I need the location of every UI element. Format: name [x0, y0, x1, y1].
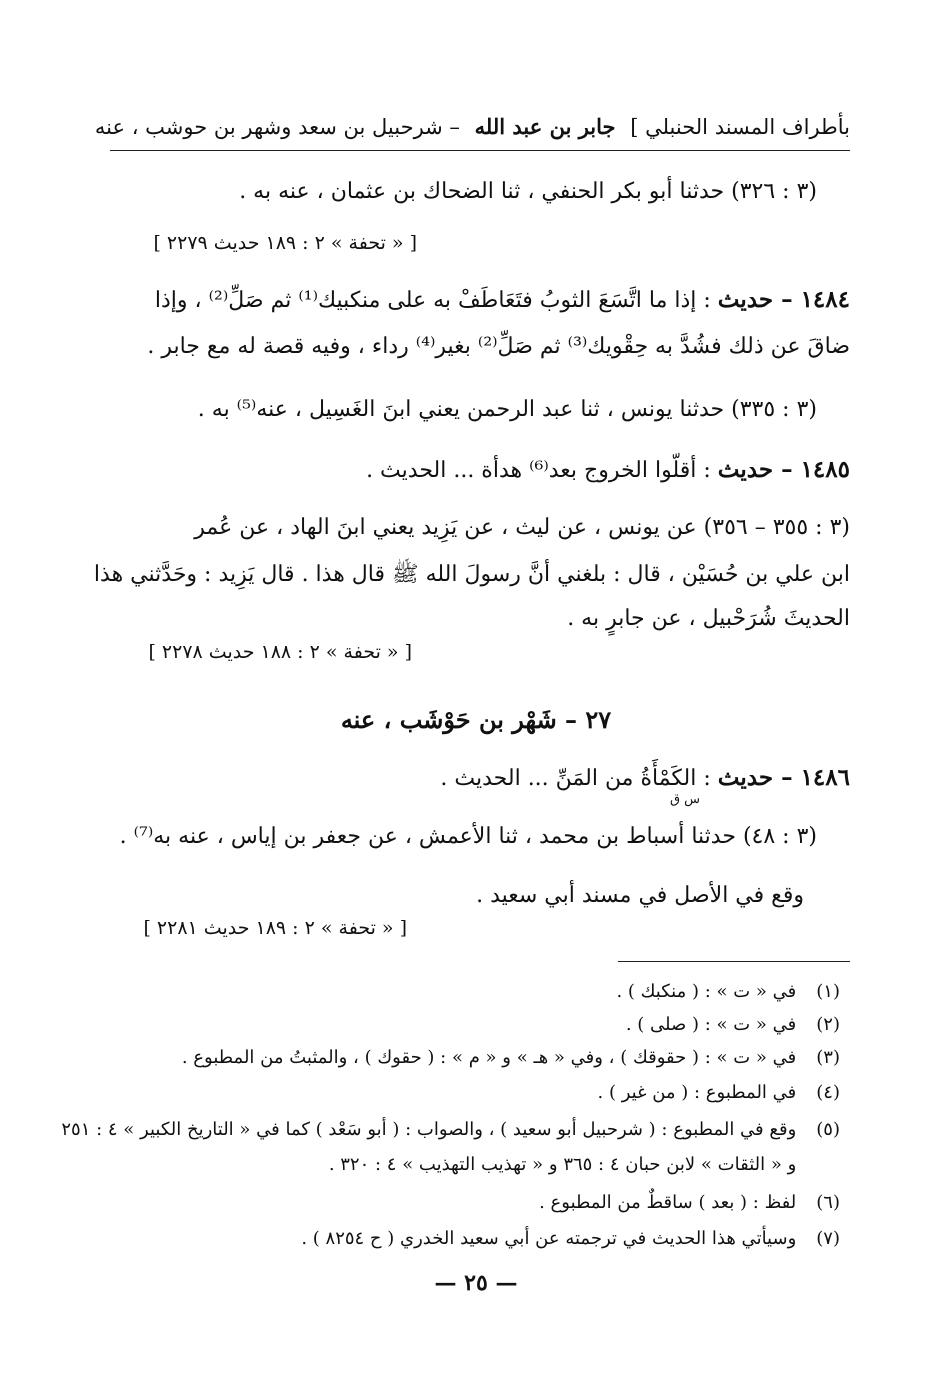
hadith-number: ١٤٨٦ – حديث [717, 764, 850, 791]
footnote-text: وقع في المطبوع : ( شرحبيل أبو سعيد ) ، والصواب : ( أبو سَعْد ) كما في « التاريخ الكبير » ٤ : ٢٥١ [61, 1119, 797, 1140]
hadith-1486-heading [100, 763, 850, 794]
footnote [100, 1079, 840, 1107]
running-header [94, 112, 850, 142]
hadith-number: ١٤٨٤ – حديث [717, 286, 850, 313]
chain-line: (٣ : ٤٨) حدثنا أسباط بن محمد ، ثنا الأعمش ، عن جعفر بن إياس ، عنه به⁽⁷⁾ . [119, 824, 817, 849]
tuhfa-reference: [ « تحفة » ٢ : ١٨٩ حديث ٢٢٨١ ] [143, 917, 407, 939]
footnote-number: (٤) [816, 1082, 840, 1103]
footnote-number: (٧) [816, 1228, 840, 1249]
footnote [61, 1116, 840, 1144]
hadith-text: : الكَمْأَةُ من المَنِّ ... الحديث . [440, 766, 711, 791]
chain-line: ابن علي بن حُسَيْن ، قال : بلغني أنَّ رسولَ الله ﷺ قال هذا . قال يَزِيد : وحَدَّثني هذا [93, 562, 850, 587]
tuhfa-reference: [ « تحفة » ٢ : ١٨٩ حديث ٢٢٧٩ ] [153, 232, 417, 254]
footnote [100, 978, 840, 1006]
footnote-rule [618, 961, 850, 962]
footnote-text: في « ت » : ( منكبك ) . [616, 981, 797, 1002]
header-section-title: جابر بن عبد الله [474, 114, 616, 139]
footnote-number: (٣) [816, 1047, 840, 1068]
footnote-number: (٦) [816, 1192, 840, 1213]
footnote [100, 1044, 840, 1072]
chain-line: (٣ : ٣٥٥ – ٣٥٦) عن يونس ، عن ليث ، عن يَزِيد يعني ابنَ الهاد ، عن عُمر [194, 515, 850, 540]
footnote [100, 1011, 840, 1039]
footnote-number: (٢) [816, 1014, 840, 1035]
source-marks: س ق [669, 792, 701, 807]
hadith-number: ١٤٨٥ – حديث [717, 456, 850, 483]
tuhfa-reference: [ « تحفة » ٢ : ١٨٨ حديث ٢٢٧٨ ] [148, 641, 412, 663]
footnote-number: (٥) [816, 1119, 840, 1140]
chain-line: (٣ : ٣٢٦) حدثنا أبو بكر الحنفي ، ثنا الضحاك بن عثمان ، عنه به . [239, 179, 817, 204]
footnote-continuation [100, 1151, 840, 1179]
header-rule [110, 150, 850, 151]
chain-line: الحديثَ شُرَحْبيل ، عن جابرٍ به . [567, 606, 850, 631]
section-heading: ٢٧ – شَهْر بن حَوْشَب ، عنه [340, 705, 612, 734]
footnote-text: في « ت » : ( صلى ) . [625, 1014, 797, 1035]
hadith-text: : إذا ما اتَّسَعَ الثوبُ فتَعَاطَفْ به على منكبيك⁽¹⁾ ثم صَلِّ⁽²⁾ ، وإذا [154, 288, 711, 313]
footnote-text: في المطبوع : ( من غير ) . [597, 1082, 797, 1103]
hadith-1485-heading [100, 455, 850, 486]
header-left-title: بأطراف المسند الحنبلي ] [630, 115, 850, 139]
footnote-text: و « الثقات » لابن حبان ٤ : ٣٦٥ و « تهذيب التهذيب » ٤ : ٣٢٠ . [328, 1154, 797, 1175]
footnote [100, 1189, 840, 1217]
hadith-text: : أقلّوا الخروج بعد⁽⁶⁾ هدأة ... الحديث . [366, 458, 711, 483]
header-subtitle: – شرحبيل بن سعد وشهر بن حوشب ، عنه [94, 115, 460, 139]
footnote [100, 1225, 840, 1253]
footnote-text: وسيأتي هذا الحديث في ترجمته عن أبي سعيد الخدري ( ح ٨٢٥٤ ) . [301, 1228, 797, 1249]
hadith-1484-heading [100, 285, 850, 316]
page-number: — ٢٥ — [434, 1270, 518, 1296]
footnote-text: لفظ : ( بعد ) ساقطٌ من المطبوع . [539, 1192, 797, 1213]
note-line: وقع في الأصل في مسند أبي سعيد . [476, 883, 804, 908]
chain-line: (٣ : ٣٣٥) حدثنا يونس ، ثنا عبد الرحمن يعني ابنَ الغَسِيل ، عنه⁽⁵⁾ به . [197, 397, 817, 422]
footnote-number: (١) [816, 981, 840, 1002]
footnote-text: في « ت » : ( حقوقك ) ، وفي « هـ » و « م » : ( حقوك ) ، والمثبتُ من المطبوع . [181, 1047, 797, 1068]
hadith-text-line: ضاقَ عن ذلك فشُدَّ به حِقْويك⁽³⁾ ثم صَلِّ⁽²⁾ بغير⁽⁴⁾ رداء ، وفيه قصة له مع جابر . [147, 334, 850, 359]
